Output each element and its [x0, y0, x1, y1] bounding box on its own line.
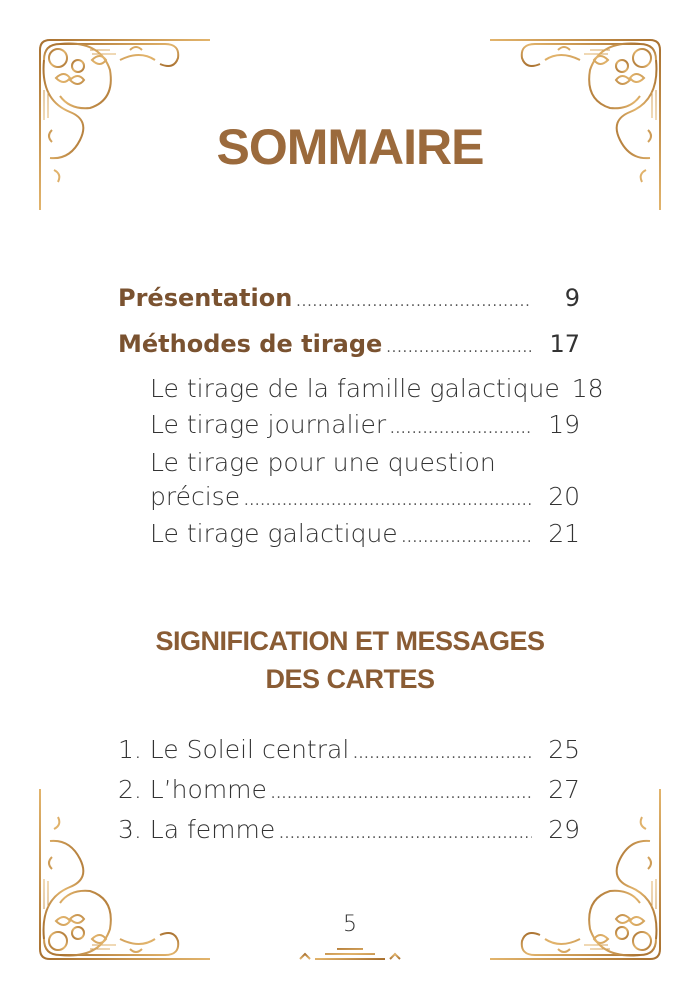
- dot-leader: [386, 340, 532, 356]
- toc-page: 20: [548, 482, 580, 511]
- dot-leader: [402, 530, 532, 546]
- toc-page: 21: [548, 519, 580, 548]
- dot-leader: [279, 826, 532, 842]
- toc-label: Le tirage de la famille galactique: [150, 374, 560, 403]
- page-number: 5: [343, 912, 357, 937]
- toc-label: Le tirage journalier: [150, 410, 387, 439]
- dot-leader: [296, 294, 532, 310]
- toc-label: Méthodes de tirage: [118, 330, 383, 358]
- toc-entry: [150, 410, 580, 446]
- toc-entry: [150, 519, 580, 555]
- card-label: 1. Le Soleil central: [118, 735, 350, 764]
- toc-label: précise: [150, 482, 241, 511]
- section-heading-line1: SIGNIFICATION ET MESSAGES: [155, 626, 545, 656]
- dot-leader: [353, 746, 532, 762]
- card-label: 2. L’homme: [118, 775, 267, 804]
- section-heading-line2: DES CARTES: [265, 664, 435, 694]
- toc-page: 17: [549, 330, 580, 358]
- dot-leader: [390, 421, 532, 437]
- dot-leader: [271, 786, 532, 802]
- card-entry: [118, 815, 580, 851]
- toc-entry: [118, 330, 580, 366]
- toc-label: Présentation: [118, 284, 293, 312]
- card-label: 3. La femme: [118, 815, 276, 844]
- toc-entry: [150, 482, 580, 518]
- page-number-ornament-icon: [295, 944, 405, 962]
- toc-entry: [150, 374, 604, 410]
- toc-entry: [118, 284, 580, 320]
- toc-label-line1: Le tirage pour une question: [150, 448, 496, 477]
- card-page: 29: [548, 815, 580, 844]
- dot-leader: [244, 493, 532, 509]
- toc-page: 18: [571, 374, 604, 403]
- section-heading: [0, 622, 700, 698]
- toc-label: Le tirage galactique: [150, 519, 398, 548]
- toc-page: 19: [548, 410, 580, 439]
- card-page: 27: [548, 775, 580, 804]
- toc-page: 9: [564, 284, 580, 312]
- card-page: 25: [548, 735, 580, 764]
- page-title: SOMMAIRE: [216, 119, 484, 175]
- card-entry: [118, 775, 580, 811]
- card-entry: [118, 735, 580, 771]
